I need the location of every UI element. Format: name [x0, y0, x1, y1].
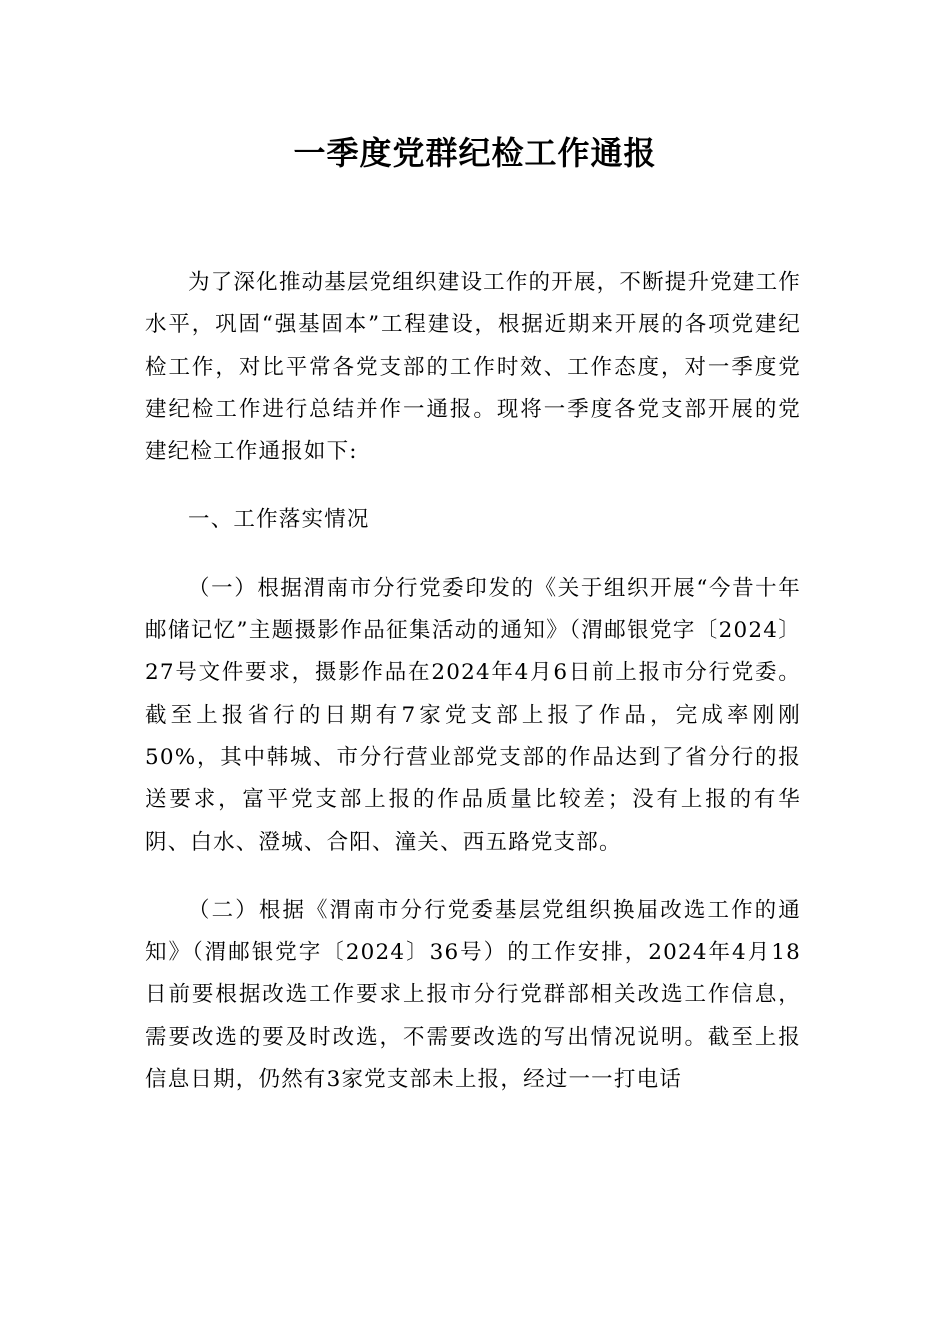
item-paragraph-1: （一）根据渭南市分行党委印发的《关于组织开展“今昔十年 邮储记忆”主题摄影作品征集活动的通知》（渭邮银党字〔2024〕27号文件要求，摄影作品在2024年4月6日前上报市分行党委。截至上报省行的日期有7家党支部上报了作品，完成率刚刚50%，其中韩城、市分行营业部党支部的作品达到了省分行的报送要求，富平党支部上报的作品质量比较差；没有上报的有华阴、白水、澄城、合阳、潼关、西五路党支部。 [145, 575, 824, 855]
section-heading: 一、工作落实情况 [188, 507, 370, 533]
item-paragraph-2: （二）根据《渭南市分行党委基层党组织换届改选工作的通知》（渭邮银党字〔2024〕36号）的工作安排，2024年4月18日前要根据改选工作要求上报市分行党群部相关改选工作信息，需要改选的要及时改选，不需要改选的写出情况说明。截至上报信息日期，仍然有3家党支部未上报，经过一一打电话 [145, 897, 801, 1093]
document-title: 一季度党群纪检工作通报 [293, 134, 657, 172]
document-body [145, 262, 824, 1101]
intro-paragraph: 为了深化推动基层党组织建设工作的开展，不断提升党建工作水平，巩固“强基固本”工程建设，根据近期来开展的各项党建纪检工作，对比平常各党支部的工作时效、工作态度，对一季度党建纪检工作进行总结并作一通报。现将一季度各党支部开展的党建纪检工作通报如下: [145, 270, 801, 465]
